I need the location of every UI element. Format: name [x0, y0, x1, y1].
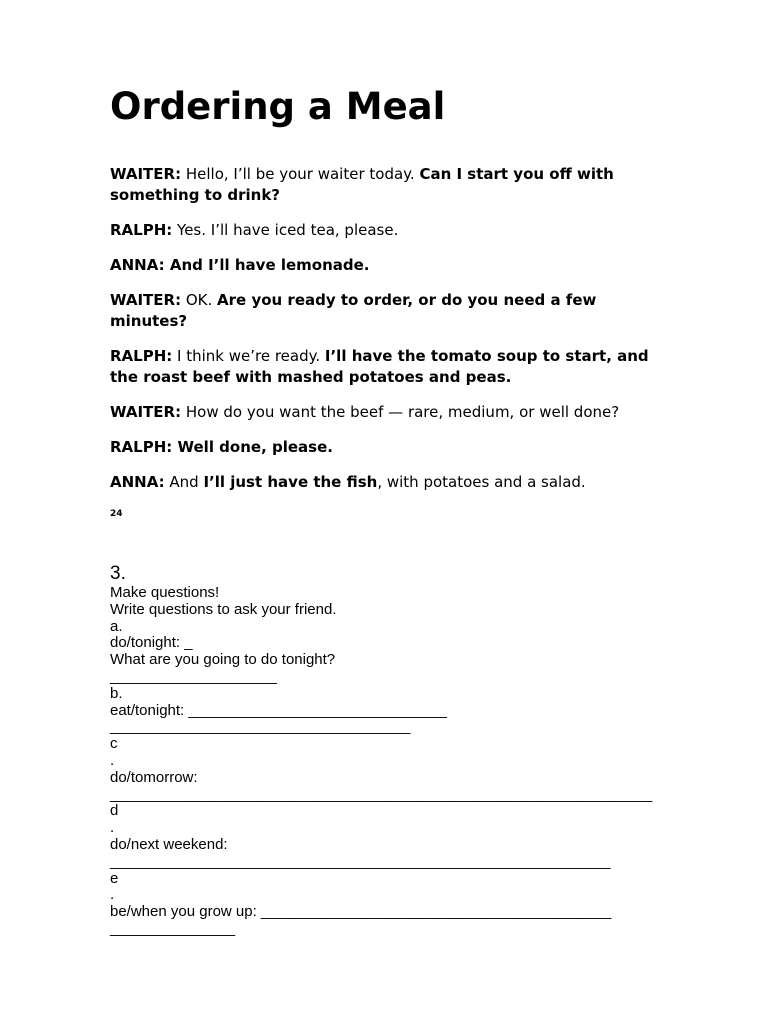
exercise-line: . — [110, 886, 115, 904]
dialogue-text: , with potatoes and a salad. — [377, 473, 586, 491]
speaker-label: WAITER: — [110, 291, 182, 309]
exercise-line: d — [110, 802, 119, 820]
exercise-line: Write questions to ask your friend. — [110, 600, 337, 618]
exercise-line: a. — [110, 617, 123, 635]
exercise-line: do/tomorrow: — [110, 768, 198, 786]
exercise-line: do/tonight: _ — [110, 634, 193, 652]
exercise-line: do/next weekend: — [110, 835, 228, 853]
dialogue — [110, 164, 655, 507]
exercise-line: ____________________________________ — [110, 718, 411, 736]
exercise-section — [110, 563, 670, 938]
speaker-label: WAITER: — [110, 403, 182, 421]
page-number: 24 — [110, 509, 123, 519]
dialogue-text: Yes. I’ll have iced tea, please. — [172, 221, 399, 239]
dialogue-line — [110, 402, 655, 423]
exercise-line: _________________________________________________________________ — [110, 785, 653, 803]
exercise-lines — [110, 585, 670, 938]
dialogue-text: I’ll have the tomato soup to start, and the roast beef with mashed potatoes and peas. — [110, 347, 649, 386]
exercise-line: c — [110, 735, 118, 753]
speaker-label: RALPH: — [110, 438, 173, 456]
page-title: Ordering a Meal — [110, 85, 446, 128]
speaker-label: WAITER: — [110, 165, 182, 183]
exercise-line: b. — [110, 684, 123, 702]
speaker-label: RALPH: — [110, 347, 173, 365]
dialogue-text: How do you want the beef — rare, medium, or well done? — [181, 403, 620, 421]
dialogue-line — [110, 346, 655, 388]
exercise-line: eat/tonight: _______________________________ — [110, 701, 448, 719]
exercise-line: ____________________ — [110, 667, 277, 685]
dialogue-line — [110, 164, 655, 206]
dialogue-text: OK. — [181, 291, 218, 309]
dialogue-text: I’ll just have the fish — [203, 473, 378, 491]
dialogue-text: Can I start you off with something to drink? — [110, 165, 614, 204]
dialogue-text: I think we’re ready. — [172, 347, 325, 365]
exercise-line: What are you going to do tonight? — [110, 651, 336, 669]
dialogue-line — [110, 220, 655, 241]
dialogue-line — [110, 290, 655, 332]
dialogue-line — [110, 472, 655, 493]
dialogue-text: Well done, please. — [172, 438, 333, 456]
dialogue-text: Are you ready to order, or do you need a few minutes? — [110, 291, 597, 330]
speaker-label: ANNA: — [110, 256, 165, 274]
exercise-line: Make questions! — [110, 584, 220, 601]
exercise-number: 3. — [110, 563, 126, 584]
dialogue-text: Hello, I’ll be your waiter today. — [181, 165, 420, 183]
exercise-line: ____________________________________________________________ — [110, 852, 611, 870]
dialogue-line — [110, 255, 655, 276]
exercise-line: . — [110, 751, 115, 769]
speaker-label: ANNA: — [110, 473, 165, 491]
exercise-line: _______________ — [110, 919, 236, 937]
exercise-line: e — [110, 869, 119, 887]
dialogue-text: And — [164, 473, 204, 491]
dialogue-text: And I’ll have lemonade. — [164, 256, 370, 274]
exercise-line: be/when you grow up: __________________________________________ — [110, 903, 612, 921]
speaker-label: RALPH: — [110, 221, 173, 239]
dialogue-line — [110, 437, 655, 458]
exercise-line: . — [110, 819, 115, 837]
